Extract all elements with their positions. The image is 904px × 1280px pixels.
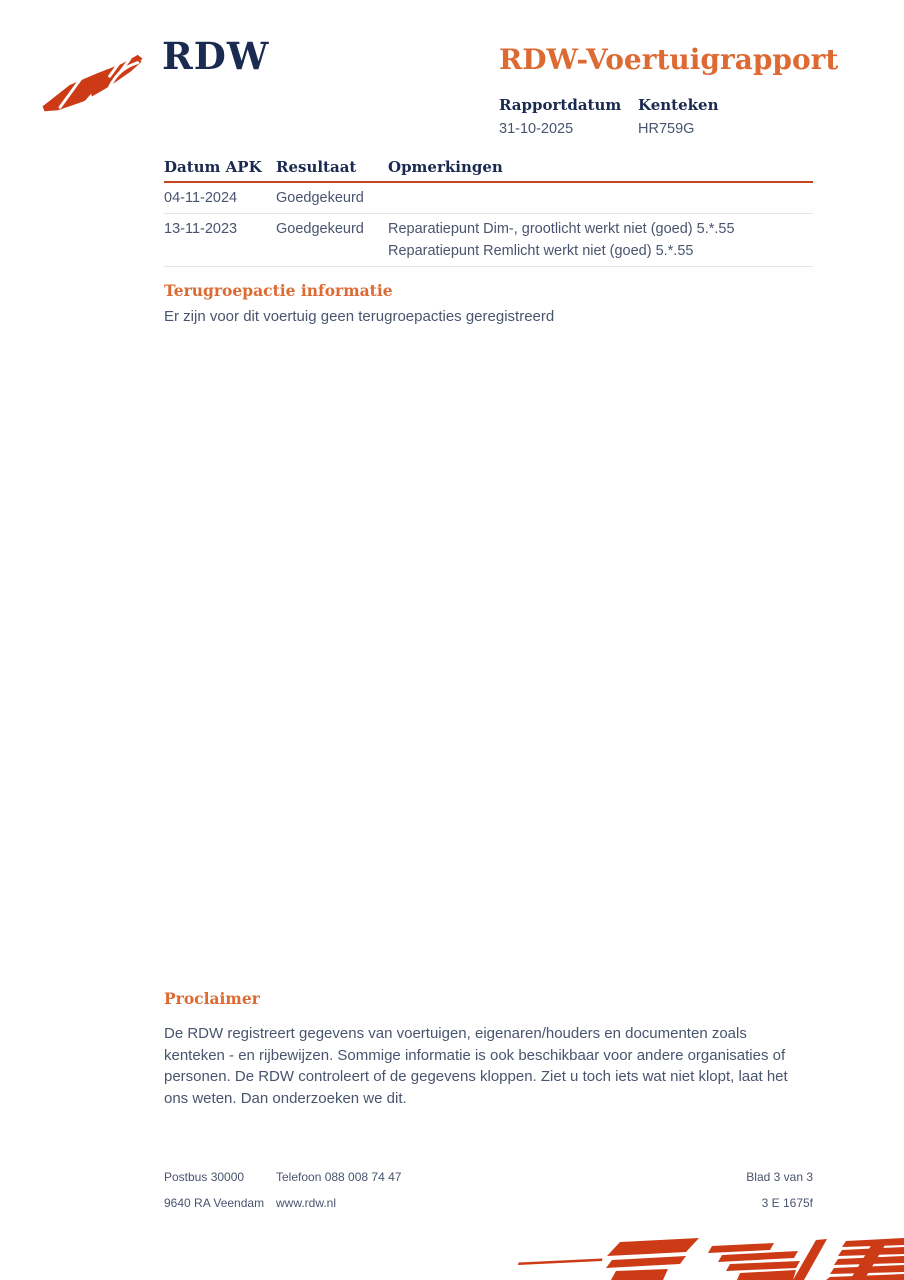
remark-line: Reparatiepunt Remlicht werkt niet (goed) 5.*.55 xyxy=(388,243,694,259)
remark-line: Reparatiepunt Dim-, grootlicht werkt niet (goed) 5.*.55 xyxy=(388,221,735,237)
terugroepactie-heading: Terugroepactie informatie xyxy=(164,281,393,300)
rapportdatum-value: 31-10-2025 xyxy=(499,121,574,137)
kenteken-value: HR759G xyxy=(638,121,695,137)
cell-opmerkingen xyxy=(388,218,813,262)
rdw-logo-text: RDW xyxy=(162,34,270,78)
terugroepactie-section xyxy=(164,281,813,325)
cell-datum: 04-11-2024 xyxy=(164,190,238,206)
rapportdatum-block xyxy=(499,96,638,137)
footer-phone: Telefoon 088 008 74 47 xyxy=(276,1170,402,1184)
cell-resultaat: Goedgekeurd xyxy=(276,190,364,206)
rdw-wing-icon xyxy=(36,50,154,118)
column-header-resultaat: Resultaat xyxy=(276,158,357,176)
proclaimer-heading: Proclaimer xyxy=(164,989,260,1008)
column-header-opmerkingen: Opmerkingen xyxy=(388,158,503,176)
footer-row xyxy=(164,1196,813,1210)
apk-history-table xyxy=(164,158,813,267)
report-meta xyxy=(499,96,777,137)
table-row xyxy=(164,183,813,214)
kenteken-block xyxy=(638,96,777,137)
cell-resultaat: Goedgekeurd xyxy=(276,221,364,237)
proclaimer-body: De RDW registreert gegevens van voertuigen, eigenaren/houders en documenten zoals kenteken - en rijbewijzen. Sommige informatie is ook beschikbaar voor andere organisaties of personen. De RDW controleert of de gegevens kloppen. Ziet u toch iets wat niet klopt, laat het ons weten. Dan onderzoeken we dit. xyxy=(164,1025,788,1107)
cell-datum: 13-11-2023 xyxy=(164,221,238,237)
footer-doc-code: 3 E 1675f xyxy=(761,1196,813,1210)
terugroepactie-body: Er zijn voor dit voertuig geen terugroepacties geregistreerd xyxy=(164,308,555,325)
footer-page-indicator: Blad 3 van 3 xyxy=(746,1170,813,1184)
footer-website: www.rdw.nl xyxy=(276,1196,337,1210)
footer-postbus: Postbus 30000 xyxy=(164,1170,245,1184)
table-header-row xyxy=(164,158,813,183)
rdw-stripes-graphic-icon xyxy=(516,1238,904,1280)
column-header-datum-apk: Datum APK xyxy=(164,158,262,176)
kenteken-label: Kenteken xyxy=(638,96,719,114)
cell-opmerkingen xyxy=(388,187,813,209)
page-footer xyxy=(164,1170,813,1222)
table-row xyxy=(164,214,813,267)
footer-row xyxy=(164,1170,813,1184)
proclaimer-section xyxy=(164,989,813,1109)
rapportdatum-label: Rapportdatum xyxy=(499,96,622,114)
footer-city: 9640 RA Veendam xyxy=(164,1196,265,1210)
page-title: RDW-Voertuigrapport xyxy=(499,43,839,76)
